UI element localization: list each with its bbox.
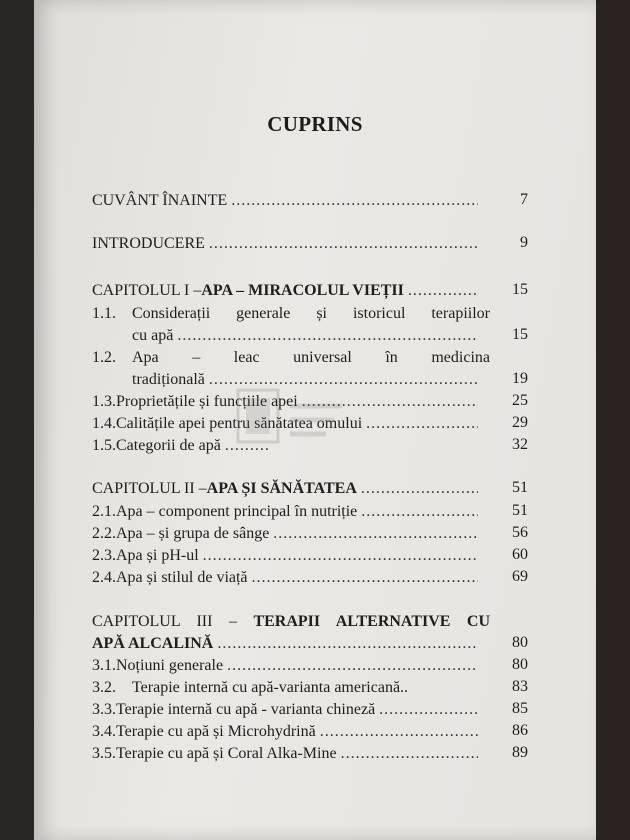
section-number: 1.2. [92, 349, 116, 366]
chapter-name: APA – MIRACOLUL VIEȚII [201, 282, 404, 299]
section-title-cont: tradițională [132, 371, 205, 388]
section-title: Categorii de apă [116, 437, 221, 454]
chapter-3-heading-line2 [92, 631, 482, 653]
section-page: 60 [512, 546, 528, 563]
section-title: Terapie cu apă și Microhydrină [116, 723, 316, 740]
section-number: 2.2. [92, 525, 116, 542]
section-page: 89 [512, 744, 528, 761]
section-title: Terapie internă cu apă - varianta chineză [116, 701, 376, 718]
section-2-2 [92, 521, 482, 543]
leader-dots [361, 480, 478, 498]
section-3-5 [92, 741, 482, 763]
section-title: Terapie cu apă și Coral Alka-Mine [116, 745, 337, 762]
section-3-2 [92, 675, 484, 697]
page-title: CUPRINS [267, 112, 363, 136]
chapter-name-cont: APĂ ALCALINĂ [92, 635, 214, 652]
section-page: 25 [512, 392, 528, 409]
chapter-3-title-line [92, 613, 490, 631]
section-page: 85 [512, 700, 528, 717]
section-2-3 [92, 543, 482, 565]
chapter-name: TERAPII ALTERNATIVE CU [253, 613, 491, 630]
chapter-prefix: CAPITOLUL II – [92, 480, 207, 497]
leader-dots [320, 723, 478, 741]
leader-dots [379, 701, 478, 719]
section-page: 19 [512, 370, 528, 387]
section-title: Apa – și grupa de sânge [116, 525, 270, 542]
section-number: 2.3. [92, 547, 116, 564]
section-number: 3.2. [92, 679, 116, 696]
section-number: 3.1. [92, 657, 116, 674]
chapter-page: 15 [512, 281, 528, 298]
section-page: 29 [512, 414, 528, 431]
chapter-2-heading [92, 476, 482, 498]
section-number: 2.4. [92, 569, 116, 586]
toc-entry-label: INTRODUCERE [92, 235, 205, 252]
section-title-cont: cu apă [132, 327, 174, 344]
section-number: 2.1. [92, 503, 116, 520]
toc-entry-page: 7 [520, 191, 528, 208]
toc-entry-introduction [92, 231, 482, 253]
leader-dots [341, 745, 478, 763]
leader-dots [273, 525, 478, 543]
section-number: 1.1. [92, 305, 116, 322]
toc-entry-label: CUVÂNT ÎNAINTE [92, 192, 228, 209]
section-title: Apa și stilul de viață [116, 569, 248, 586]
section-1-1-line2 [132, 323, 482, 345]
section-page: 86 [512, 722, 528, 739]
chapter-prefix: CAPITOLUL III – [92, 613, 254, 630]
section-3-1 [92, 653, 482, 675]
section-page: 51 [512, 502, 528, 519]
section-page: 80 [512, 656, 528, 673]
leader-dots [408, 282, 478, 300]
section-1-1-line1 [92, 301, 490, 323]
chapter-page: 80 [512, 634, 528, 651]
leader-dots [252, 569, 478, 587]
leader-dots [231, 192, 478, 210]
leader-dots [366, 415, 478, 433]
chapter-1-heading [92, 278, 482, 300]
section-1-2-line1 [92, 345, 490, 367]
leader-dots [177, 327, 478, 345]
section-number: 1.5. [92, 437, 116, 454]
chapter-page: 51 [512, 479, 528, 496]
chapter-prefix: CAPITOLUL I – [92, 282, 202, 299]
leader-dots [209, 235, 478, 253]
section-title: Noțiuni generale [116, 657, 224, 674]
section-number: 3.3. [92, 701, 116, 718]
toc-entry-foreword [92, 188, 482, 210]
section-title: Apa și pH-ul [116, 547, 199, 564]
section-title: Apa – component principal în nutriție [116, 503, 358, 520]
leader-dots [217, 635, 478, 653]
section-3-4 [92, 719, 482, 741]
toc-entry-page: 9 [520, 234, 528, 251]
section-3-3 [92, 697, 482, 719]
chapter-3-heading-line1 [92, 609, 490, 631]
section-title: Terapie internă cu apă-varianta americană.. [132, 679, 409, 696]
section-title: Proprietățile și funcțiile apei [116, 393, 298, 410]
section-page: 83 [512, 678, 528, 695]
chapter-name: APA ȘI SĂNĂTATEA [206, 480, 357, 497]
section-2-1 [92, 499, 482, 521]
leader-dots [361, 503, 478, 521]
section-title: Considerații generale și istoricul terapiilor [132, 305, 490, 322]
section-number: 1.3. [92, 393, 116, 410]
section-page: 56 [512, 524, 528, 541]
leader-dots [227, 657, 478, 675]
section-number: 3.5. [92, 745, 116, 762]
section-title: Calitățile apei pentru sănătatea omului [116, 415, 363, 432]
section-number: 3.4. [92, 723, 116, 740]
section-number: 1.4. [92, 415, 116, 432]
section-page: 15 [512, 326, 528, 343]
section-2-4 [92, 565, 482, 587]
leader-dots [203, 547, 478, 565]
section-title: Apa – leac universal în medicina [132, 349, 490, 366]
section-page: 32 [512, 436, 528, 453]
book-logo-watermark-icon [230, 376, 350, 456]
section-page: 69 [512, 568, 528, 585]
